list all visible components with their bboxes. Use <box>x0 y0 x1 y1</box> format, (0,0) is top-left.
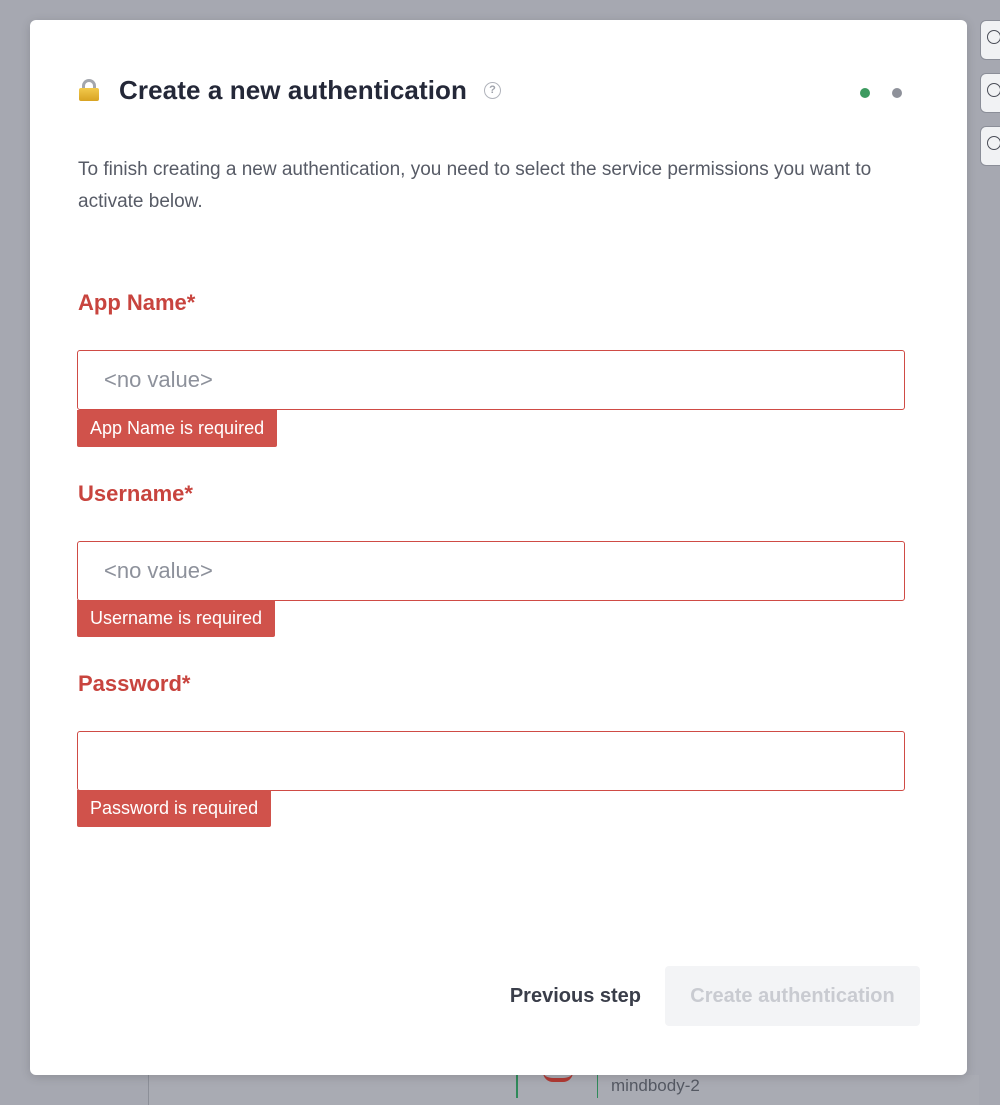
password-error: Password is required <box>77 790 271 827</box>
modal-description: To finish creating a new authentication, you need to select the service permissions you want to activate below. <box>78 159 872 212</box>
create-authentication-modal <box>30 20 967 1075</box>
background-tool-button <box>980 20 1000 60</box>
create-authentication-button[interactable]: Create authentication <box>665 966 920 1026</box>
username-input[interactable] <box>77 541 905 601</box>
background-divider <box>597 1075 598 1098</box>
app-name-label: App Name* <box>78 290 196 315</box>
modal-footer <box>486 966 920 1026</box>
zoom-out-icon <box>987 136 1000 150</box>
password-input[interactable] <box>77 731 905 791</box>
background-divider <box>516 1075 518 1098</box>
app-name-input[interactable] <box>77 350 905 410</box>
background-tool-button <box>980 126 1000 166</box>
background-tool-button <box>980 73 1000 113</box>
lock-icon <box>78 79 100 101</box>
step-indicator <box>860 88 902 98</box>
username-label: Username* <box>78 481 193 506</box>
help-icon[interactable]: ? <box>484 82 501 99</box>
username-error: Username is required <box>77 600 275 637</box>
refresh-icon <box>987 83 1000 97</box>
background-row-label: mindbody-2 <box>611 1076 700 1095</box>
zoom-icon <box>987 30 1000 44</box>
step-dot-2 <box>892 88 902 98</box>
previous-step-button[interactable]: Previous step <box>486 966 665 1026</box>
modal-title: Create a new authentication <box>119 74 467 105</box>
modal-header <box>78 74 501 106</box>
step-dot-1 <box>860 88 870 98</box>
password-label: Password* <box>78 671 191 696</box>
app-name-error: App Name is required <box>77 410 277 447</box>
